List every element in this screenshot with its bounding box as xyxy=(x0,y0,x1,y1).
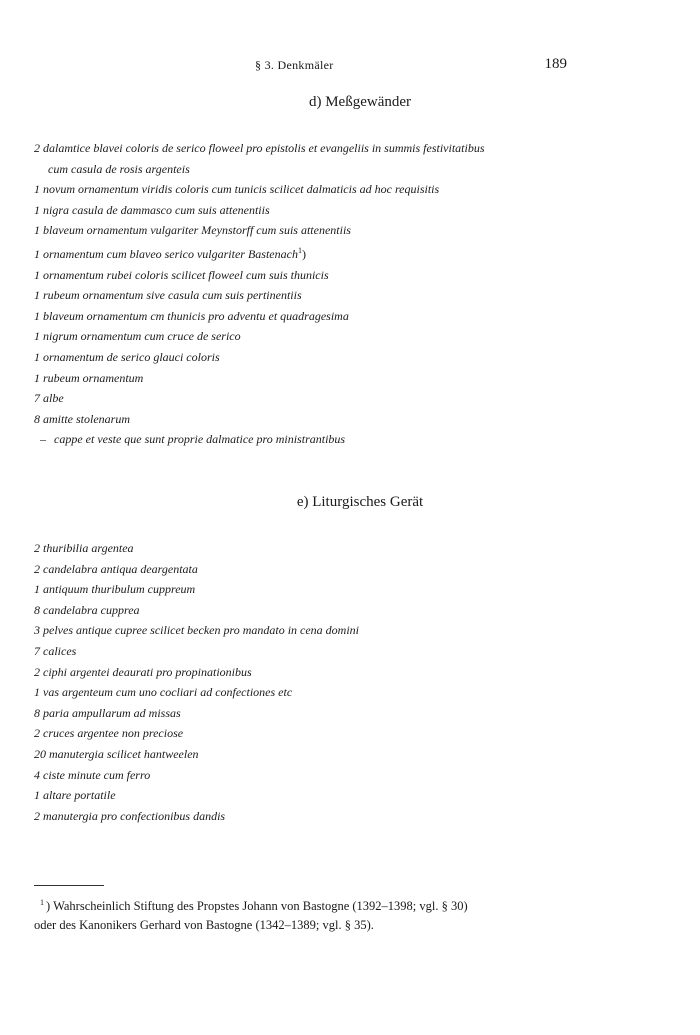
footnote-line-1 xyxy=(34,893,594,916)
list-entry xyxy=(34,785,594,806)
entry-quantity: 1 xyxy=(34,370,40,385)
list-entry xyxy=(34,682,594,703)
entry-text: altare portatile xyxy=(43,788,116,803)
entry-text: candelabra cupprea xyxy=(43,602,140,617)
entry-text: vas argenteum cum uno cocliari ad confectiones etc xyxy=(43,685,293,700)
entry-text: blaveum ornamentum vulgariter Meynstorff cum suis attenentiis xyxy=(43,223,351,238)
entry-quantity: 2 xyxy=(34,141,40,155)
entry-quantity: 1 xyxy=(34,223,40,238)
entry-quantity: 1 xyxy=(34,788,40,803)
list-entry xyxy=(34,138,594,179)
list-entry xyxy=(34,765,594,786)
entry-text: candelabra antiqua deargentata xyxy=(43,561,198,576)
entry-text: rubeum ornamentum sive casula cum suis pertinentiis xyxy=(43,288,302,303)
running-title: § 3. Denkmäler xyxy=(255,58,334,72)
entry-list-d xyxy=(34,138,594,450)
list-entry xyxy=(34,744,594,765)
entry-text: nigra casula de dammasco cum suis attenentiis xyxy=(43,202,270,217)
entry-quantity: 1 xyxy=(34,329,40,344)
entry-text: antiquum thuribulum cuppreum xyxy=(43,582,196,597)
footnote-ref: 1 xyxy=(297,245,302,255)
entry-text: cruces argentee non preciose xyxy=(43,726,184,741)
footnote-marker: 1 xyxy=(40,898,44,907)
entry-quantity: 2 xyxy=(34,664,40,679)
entry-text: cappe et veste que sunt proprie dalmatice pro ministrantibus xyxy=(54,432,346,447)
entry-quantity: 8 xyxy=(34,705,40,720)
footnote xyxy=(34,893,594,935)
entry-quantity: 1 xyxy=(34,349,40,364)
list-entry xyxy=(34,620,594,641)
entry-quantity: 2 xyxy=(34,561,40,576)
entry-quantity: 1 xyxy=(34,202,40,217)
section-heading-e: e) Liturgisches Gerät xyxy=(296,494,424,510)
entry-quantity: 1 xyxy=(34,685,40,700)
list-entry xyxy=(34,723,594,744)
entry-quantity: 2 xyxy=(34,726,40,741)
list-entry xyxy=(34,579,594,600)
list-entry xyxy=(34,306,594,327)
list-entry xyxy=(34,388,594,409)
entry-quantity: 1 xyxy=(34,308,40,323)
entry-list-e xyxy=(34,538,594,826)
entry-quantity: 1 xyxy=(34,288,40,303)
entry-text: albe xyxy=(43,391,64,406)
list-entry xyxy=(34,200,594,221)
list-entry xyxy=(34,326,594,347)
entry-text: paria ampullarum ad missas xyxy=(43,705,181,720)
page-header xyxy=(0,56,700,78)
list-entry xyxy=(34,241,594,265)
entry-text: novum ornamentum viridis coloris cum tunicis scilicet dalmaticis ad hoc requisitis xyxy=(43,182,440,197)
list-entry xyxy=(34,265,594,286)
entry-text: ornamentum rubei coloris scilicet floweel cum suis thunicis xyxy=(43,267,329,282)
entry-text: rubeum ornamentum xyxy=(43,370,144,385)
list-entry xyxy=(34,368,594,389)
entry-text: ornamentum cum blaveo serico vulgariter Bastenach xyxy=(43,246,298,261)
entry-text: calices xyxy=(43,643,77,658)
entry-quantity: 1 xyxy=(34,182,40,197)
footnote-text-1: Wahrscheinlich Stiftung des Propstes Johann von Bastogne (1392–1398; vgl. § 30) xyxy=(53,899,468,914)
entry-quantity: 1 xyxy=(34,582,40,597)
entry-quantity: 1 xyxy=(34,246,40,261)
entry-quantity: 7 xyxy=(34,643,40,658)
list-entry xyxy=(34,285,594,306)
page-number: 189 xyxy=(544,56,567,72)
entry-quantity: 4 xyxy=(34,767,40,782)
footnote-paren: ) xyxy=(46,899,51,914)
list-entry xyxy=(34,409,594,430)
entry-quantity: 7 xyxy=(34,391,40,406)
entry-quantity: 2 xyxy=(34,808,40,823)
footnote-rule xyxy=(34,885,104,886)
list-entry xyxy=(34,662,594,683)
entry-text: pelves antique cupree scilicet becken pro mandato in cena domini xyxy=(43,623,360,638)
list-entry xyxy=(34,600,594,621)
entry-quantity: 20 xyxy=(34,746,46,761)
entry-quantity: 3 xyxy=(34,623,40,638)
entry-text: ciste minute cum ferro xyxy=(43,767,151,782)
list-entry xyxy=(34,220,594,241)
list-entry xyxy=(34,641,594,662)
list-entry xyxy=(34,559,594,580)
entry-text: dalamtice blavei coloris de serico floweel pro epistolis et evangeliis in summis festivitatibus xyxy=(43,141,485,155)
entry-quantity: 2 xyxy=(34,541,40,555)
entry-quantity: 8 xyxy=(34,411,40,426)
entry-text: amitte stolenarum xyxy=(43,411,130,426)
list-entry xyxy=(34,429,594,450)
entry-text: ornamentum de serico glauci coloris xyxy=(43,349,220,364)
entry-text: ciphi argentei deaurati pro propinationibus xyxy=(43,664,252,679)
list-entry xyxy=(34,538,594,559)
entry-text: blaveum ornamentum cm thunicis pro adventu et quadragesima xyxy=(43,308,349,323)
entry-text: nigrum ornamentum cum cruce de serico xyxy=(43,329,241,344)
list-entry xyxy=(34,347,594,368)
entry-text: manutergia pro confectionibus dandis xyxy=(43,808,226,823)
list-entry xyxy=(34,703,594,724)
list-entry xyxy=(34,806,594,827)
entry-dash: – xyxy=(40,432,46,447)
footnote-line-2: oder des Kanonikers Gerhard von Bastogne (1342–1389; vgl. § 35). xyxy=(34,918,374,933)
entry-quantity: 1 xyxy=(34,267,40,282)
entry-text: thuribilia argentea xyxy=(43,541,134,555)
entry-quantity: 8 xyxy=(34,602,40,617)
entry-text: manutergia scilicet hantweelen xyxy=(49,746,199,761)
section-heading-d: d) Meßgewänder xyxy=(308,94,412,110)
footnote-ref-paren: ) xyxy=(301,246,306,261)
entry-continuation: cum casula de rosis argenteis xyxy=(48,161,190,176)
list-entry xyxy=(34,179,594,200)
